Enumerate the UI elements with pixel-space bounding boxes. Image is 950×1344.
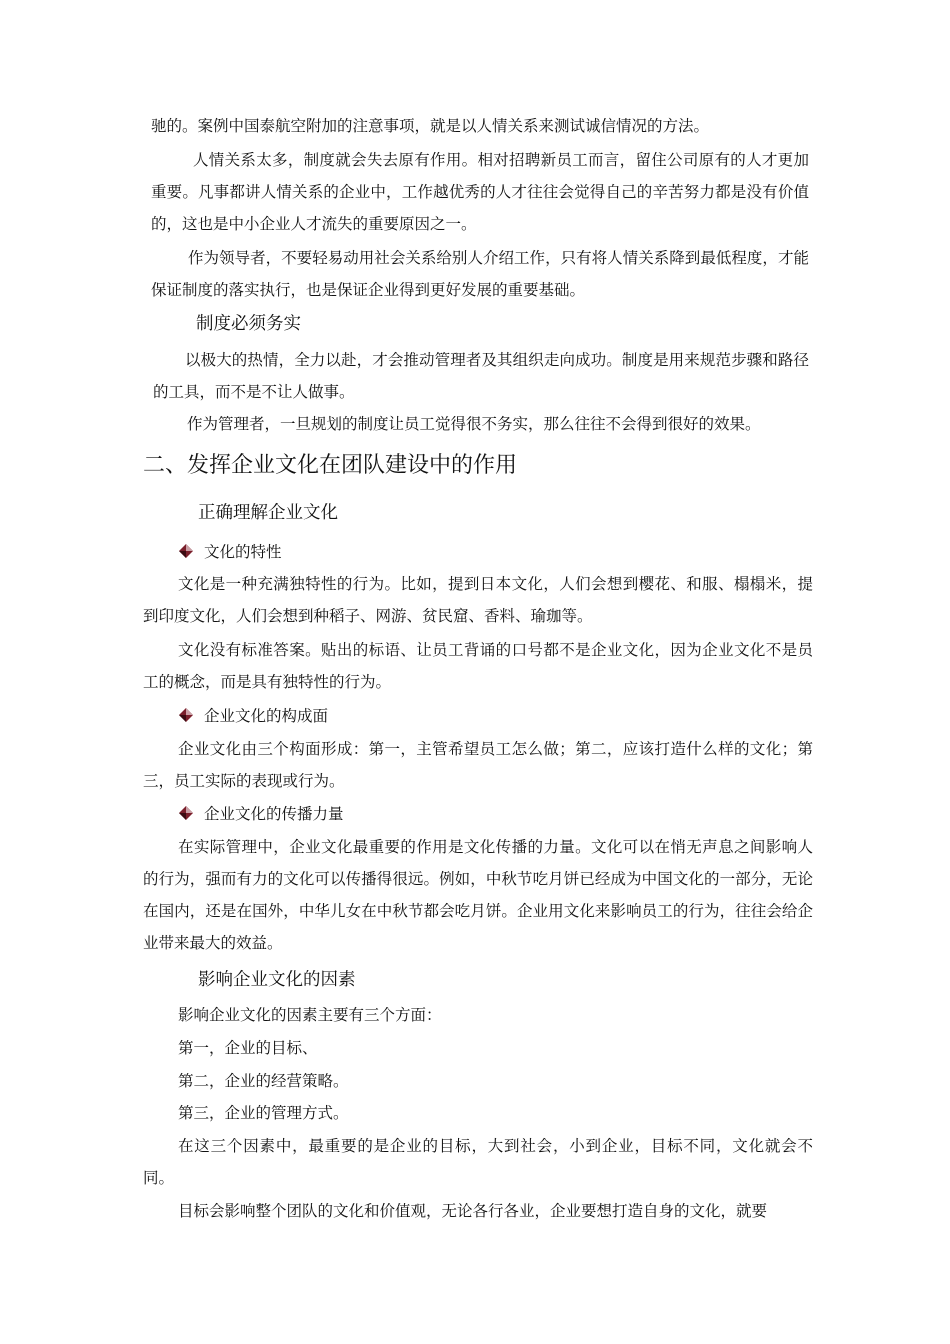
- bullet-goucheng-mian: [178, 702, 328, 730]
- paragraph-reqing: 以极大的热情，全力以赴，才会推动管理者及其组织走向成功。制度是用来规范步骤和路径的工具，而不是不让人做事。: [153, 351, 809, 401]
- list-item-celue: 第二，企业的经营策略。: [178, 1072, 349, 1090]
- paragraph-chuanbo: 在实际管理中，企业文化最重要的作用是文化传播的力量。文化可以在悄无声息之间影响人的行为，强而有力的文化可以传播得很远。例如，中秋节吃月饼已经成为中国文化的一部分，无论在国内，还是在国外，中华儿女在中秋节都会吃月饼。企业用文化来影响员工的行为，往往会给企业带来最大的效益。: [143, 838, 813, 952]
- paragraph-guanlizhe: 作为管理者，一旦规划的制度让员工觉得很不务实，那么往往不会得到很好的效果。: [187, 415, 761, 433]
- bullet-wenhua-texing: [178, 538, 282, 566]
- diamond-bullet-icon: [178, 540, 194, 556]
- paragraph-wenhua-dutexing: 文化是一种充满独特性的行为。比如，提到日本文化，人们会想到樱花、和服、榻榻米，提到印度文化，人们会想到种稻子、网游、贫民窟、香料、瑜珈等。: [143, 575, 813, 625]
- paragraph-zuizhongyao: 在这三个因素中，最重要的是企业的目标，大到社会，小到企业，目标不同，文化就会不同。: [143, 1137, 813, 1187]
- paragraph-mubiao-yingxiang: 目标会影响整个团队的文化和价值观，无论各行各业，企业要想打造自身的文化，就要: [178, 1202, 768, 1220]
- paragraph-yinsu-intro: 影响企业文化的因素主要有三个方面：: [178, 1006, 442, 1024]
- diamond-bullet-icon: [178, 802, 194, 818]
- bullet-label: 文化的特性: [204, 543, 282, 561]
- list-item-mubiao: 第一，企业的目标、: [178, 1039, 318, 1057]
- paragraph-lingdaozhe: 作为领导者，不要轻易动用社会关系给别人介绍工作，只有将人情关系降到最低程度，才能保证制度的落实执行，也是保证企业得到更好发展的重要基础。: [151, 249, 809, 299]
- paragraph-wenhua-biaozhun: 文化没有标准答案。贴出的标语、让员工背诵的口号都不是企业文化，因为企业文化不是员工的概念，而是具有独特性的行为。: [143, 641, 813, 691]
- paragraph-continuation: 驰的。案例中国泰航空附加的注意事项，就是以人情关系来测试诚信情况的方法。: [151, 117, 710, 135]
- heading-zhengque-lijie: 正确理解企业文化: [198, 503, 338, 523]
- bullet-label: 企业文化的构成面: [204, 707, 329, 725]
- bullet-chuanbo-liliang: [178, 800, 344, 828]
- paragraph-renqing: 人情关系太多，制度就会失去原有作用。相对招聘新员工而言，留住公司原有的人才更加重要。凡事都讲人情关系的企业中，工作越优秀的人才往往会觉得自己的辛苦努力都是没有价值的，这也是中小企业人才流失的重要原因之一。: [151, 151, 809, 233]
- bullet-label: 企业文化的传播力量: [204, 805, 344, 823]
- list-item-fangshi: 第三，企业的管理方式。: [178, 1104, 349, 1122]
- section-heading-2: 二、发挥企业文化在团队建设中的作用: [143, 453, 518, 478]
- heading-yingxiang-yinsu: 影响企业文化的因素: [198, 970, 356, 990]
- diamond-bullet-icon: [178, 704, 194, 720]
- heading-zhidu-wushi: 制度必须务实: [196, 314, 301, 334]
- paragraph-goucheng: 企业文化由三个构面形成：第一，主管希望员工怎么做；第二，应该打造什么样的文化；第三，员工实际的表现或行为。: [143, 740, 813, 790]
